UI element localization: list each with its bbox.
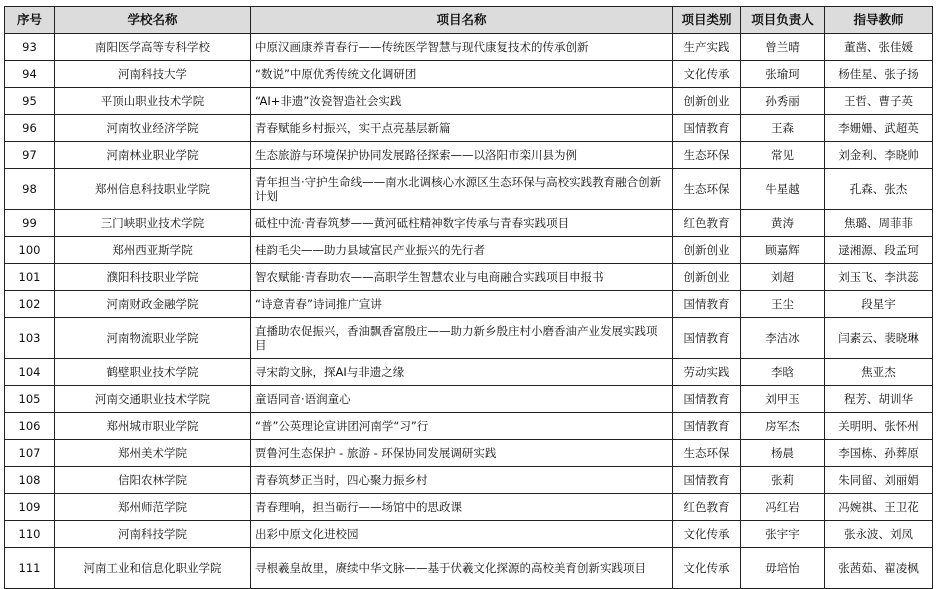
row-advisor: 逯湘源、段孟珂 <box>825 237 933 264</box>
row-category: 文化传承 <box>673 61 741 88</box>
table-row <box>5 237 933 264</box>
header-advisor: 指导教师 <box>825 7 933 34</box>
table-row <box>5 291 933 318</box>
row-advisor: 杨佳星、张子扬 <box>825 61 933 88</box>
row-school: 郑州西亚斯学院 <box>55 237 251 264</box>
row-project: 青年担当·守护生命线——南水北调核心水源区生态环保与高校实践教育融合创新计划 <box>251 169 673 210</box>
row-school: 河南物流职业学院 <box>55 318 251 359</box>
row-project: “AI+非遗”汝瓷智造社会实践 <box>251 88 673 115</box>
row-category: 国情教育 <box>673 386 741 413</box>
row-leader: 王森 <box>741 115 825 142</box>
row-school: 郑州信息科技职业学院 <box>55 169 251 210</box>
header-row <box>5 7 933 34</box>
row-category: 国情教育 <box>673 115 741 142</box>
row-school: 河南林业职业学院 <box>55 142 251 169</box>
row-school: 濮阳科技职业学院 <box>55 264 251 291</box>
row-no: 109 <box>5 494 55 521</box>
row-category: 红色教育 <box>673 210 741 237</box>
row-leader: 孙秀丽 <box>741 88 825 115</box>
table-row <box>5 386 933 413</box>
projects-table <box>4 6 933 589</box>
table-row <box>5 548 933 589</box>
row-project: 童语同音·语润童心 <box>251 386 673 413</box>
table-row <box>5 494 933 521</box>
row-no: 99 <box>5 210 55 237</box>
row-advisor: 关明明、张怀州 <box>825 413 933 440</box>
row-school: 河南财政金融学院 <box>55 291 251 318</box>
row-project: 青春赋能乡村振兴，实干点亮基层新篇 <box>251 115 673 142</box>
table-row <box>5 61 933 88</box>
row-leader: 张宇宇 <box>741 521 825 548</box>
table-row <box>5 88 933 115</box>
row-advisor: 焦璐、周菲菲 <box>825 210 933 237</box>
row-project: 桂韵毛尖——助力县域富民产业振兴的先行者 <box>251 237 673 264</box>
row-project: 直播助农促振兴，香油飘香富殷庄——助力新乡殷庄村小磨香油产业发展实践项目 <box>251 318 673 359</box>
row-advisor: 王哲、曹子英 <box>825 88 933 115</box>
row-school: 河南科技大学 <box>55 61 251 88</box>
row-no: 95 <box>5 88 55 115</box>
row-no: 101 <box>5 264 55 291</box>
row-school: 信阳农林学院 <box>55 467 251 494</box>
row-advisor: 李国栋、孙葬原 <box>825 440 933 467</box>
row-no: 107 <box>5 440 55 467</box>
row-category: 国情教育 <box>673 413 741 440</box>
row-no: 108 <box>5 467 55 494</box>
row-no: 98 <box>5 169 55 210</box>
row-category: 生产实践 <box>673 34 741 61</box>
row-no: 100 <box>5 237 55 264</box>
row-project: “普”公英理论宣讲团河南学“习”行 <box>251 413 673 440</box>
row-advisor: 冯婉祺、王卫花 <box>825 494 933 521</box>
row-project: 砥柱中流·青春筑梦——黄河砥柱精神数字传承与青春实践项目 <box>251 210 673 237</box>
row-advisor: 孔森、张杰 <box>825 169 933 210</box>
header-school: 学校名称 <box>55 7 251 34</box>
row-leader: 张瑜珂 <box>741 61 825 88</box>
table-row <box>5 142 933 169</box>
row-category: 国情教育 <box>673 318 741 359</box>
table-row <box>5 318 933 359</box>
row-no: 110 <box>5 521 55 548</box>
row-advisor: 张茜茹、翟凌枫 <box>825 548 933 589</box>
table-row <box>5 413 933 440</box>
row-project: 寻宋韵文脉，探AI与非遗之缘 <box>251 359 673 386</box>
row-category: 创新创业 <box>673 264 741 291</box>
row-leader: 曾兰晴 <box>741 34 825 61</box>
row-leader: 冯红岩 <box>741 494 825 521</box>
table-row <box>5 521 933 548</box>
row-no: 106 <box>5 413 55 440</box>
row-leader: 李晗 <box>741 359 825 386</box>
row-category: 劳动实践 <box>673 359 741 386</box>
row-advisor: 李姗姗、武超英 <box>825 115 933 142</box>
header-category: 项目类别 <box>673 7 741 34</box>
row-category: 国情教育 <box>673 467 741 494</box>
row-school: 郑州美术学院 <box>55 440 251 467</box>
row-no: 105 <box>5 386 55 413</box>
row-leader: 刘超 <box>741 264 825 291</box>
row-leader: 杨晨 <box>741 440 825 467</box>
row-leader: 常见 <box>741 142 825 169</box>
row-category: 文化传承 <box>673 521 741 548</box>
row-project: 生态旅游与环境保护协同发展路径探索——以洛阳市栾川县为例 <box>251 142 673 169</box>
row-advisor: 焦亚杰 <box>825 359 933 386</box>
table-row <box>5 115 933 142</box>
row-school: 河南工业和信息化职业学院 <box>55 548 251 589</box>
row-no: 96 <box>5 115 55 142</box>
table-row <box>5 264 933 291</box>
row-project: 出彩中原文化进校园 <box>251 521 673 548</box>
row-leader: 张莉 <box>741 467 825 494</box>
row-school: 郑州师范学院 <box>55 494 251 521</box>
row-advisor: 程芳、胡训华 <box>825 386 933 413</box>
row-project: “诗意青春”诗词推广宣讲 <box>251 291 673 318</box>
row-no: 93 <box>5 34 55 61</box>
row-category: 生态环保 <box>673 142 741 169</box>
row-project: 中原汉画康养青春行——传统医学智慧与现代康复技术的传承创新 <box>251 34 673 61</box>
row-project: 青春理响，担当砺行——场馆中的思政课 <box>251 494 673 521</box>
table-row <box>5 210 933 237</box>
row-advisor: 刘金利、李晓帅 <box>825 142 933 169</box>
table-row <box>5 440 933 467</box>
row-project: 智农赋能·青春助农——高职学生智慧农业与电商融合实践项目申报书 <box>251 264 673 291</box>
row-leader: 刘甲玉 <box>741 386 825 413</box>
row-leader: 黄涛 <box>741 210 825 237</box>
row-leader: 顾嘉辉 <box>741 237 825 264</box>
row-leader: 毋培怡 <box>741 548 825 589</box>
row-advisor: 朱同留、刘丽娟 <box>825 467 933 494</box>
table-row <box>5 359 933 386</box>
header-project: 项目名称 <box>251 7 673 34</box>
row-category: 文化传承 <box>673 548 741 589</box>
row-advisor: 段星宇 <box>825 291 933 318</box>
row-school: 鹤壁职业技术学院 <box>55 359 251 386</box>
row-category: 创新创业 <box>673 88 741 115</box>
row-no: 103 <box>5 318 55 359</box>
table-row <box>5 169 933 210</box>
row-school: 平顶山职业技术学院 <box>55 88 251 115</box>
header-leader: 项目负责人 <box>741 7 825 34</box>
row-school: 郑州城市职业学院 <box>55 413 251 440</box>
row-category: 红色教育 <box>673 494 741 521</box>
row-school: 河南科技学院 <box>55 521 251 548</box>
row-advisor: 张永波、刘凤 <box>825 521 933 548</box>
row-leader: 李洁冰 <box>741 318 825 359</box>
row-leader: 房军杰 <box>741 413 825 440</box>
row-project: 青春筑梦正当时，四心聚力振乡村 <box>251 467 673 494</box>
row-leader: 牛星越 <box>741 169 825 210</box>
row-no: 97 <box>5 142 55 169</box>
row-project: 寻根羲皇故里，赓续中华文脉——基于伏羲文化探源的高校美育创新实践项目 <box>251 548 673 589</box>
row-advisor: 闫素云、裴晓琳 <box>825 318 933 359</box>
row-no: 94 <box>5 61 55 88</box>
row-school: 南阳医学高等专科学校 <box>55 34 251 61</box>
row-category: 国情教育 <box>673 291 741 318</box>
row-no: 111 <box>5 548 55 589</box>
row-school: 三门峡职业技术学院 <box>55 210 251 237</box>
row-no: 102 <box>5 291 55 318</box>
row-leader: 王尘 <box>741 291 825 318</box>
row-advisor: 董凿、张佳媛 <box>825 34 933 61</box>
header-no: 序号 <box>5 7 55 34</box>
row-no: 104 <box>5 359 55 386</box>
table-row <box>5 34 933 61</box>
row-category: 创新创业 <box>673 237 741 264</box>
row-project: “数说”中原优秀传统文化调研团 <box>251 61 673 88</box>
row-category: 生态环保 <box>673 169 741 210</box>
row-school: 河南交通职业技术学院 <box>55 386 251 413</box>
row-project: 贾鲁河生态保护 - 旅游 - 环保协同发展调研实践 <box>251 440 673 467</box>
table-row <box>5 467 933 494</box>
row-school: 河南牧业经济学院 <box>55 115 251 142</box>
row-advisor: 刘玉飞、李洪蕊 <box>825 264 933 291</box>
row-category: 生态环保 <box>673 440 741 467</box>
